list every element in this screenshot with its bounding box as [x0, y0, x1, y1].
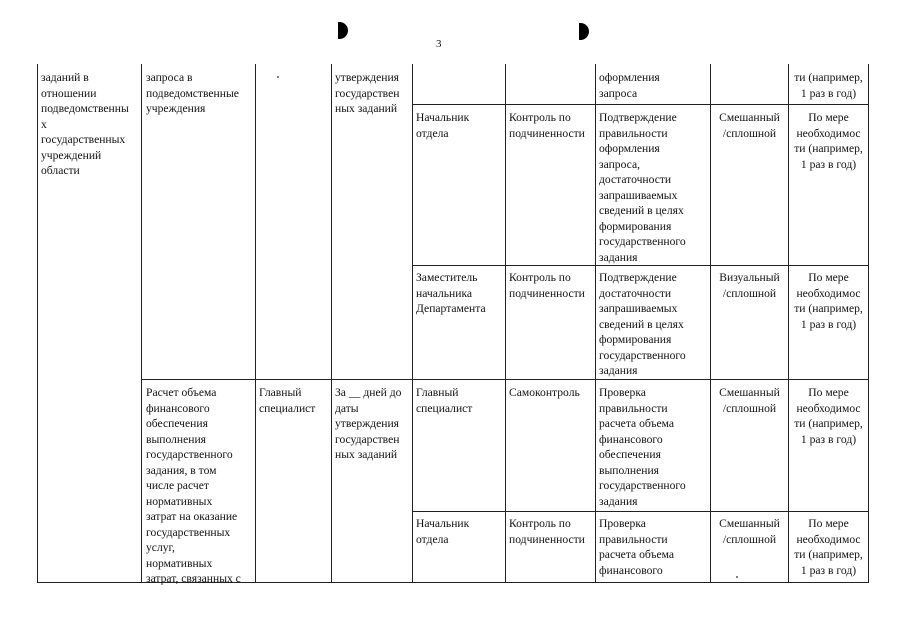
table-border — [141, 64, 142, 583]
controller-cell: Главный специалист — [416, 386, 473, 415]
row-divider — [412, 265, 869, 266]
control-description-cell: Проверка правильности расчета объема финансового обеспечения выполнения государственного задания — [599, 386, 686, 508]
periodicity-cell: По мере необходимос ти (например, 1 раз в год) — [794, 111, 863, 171]
row-divider — [141, 379, 869, 380]
table-border — [255, 64, 256, 583]
control-method-cell: Смешанный /сплошной — [719, 517, 780, 546]
deadline-cell: За __ дней до даты утверждения государствен ных заданий — [335, 386, 402, 461]
controller-cell: Начальник отдела — [416, 517, 470, 546]
control-method-cell: Смешанный /сплошной — [719, 386, 780, 415]
control-description-cell: Проверка правильности расчета объема финансового — [599, 517, 675, 577]
controller-cell: Начальник отдела — [416, 111, 470, 140]
operation-cell: запроса в подведомственные учреждения — [146, 71, 239, 115]
controller-cell: Заместитель начальника Департамента — [416, 271, 486, 315]
control-method-cell: Смешанный /сплошной — [719, 111, 780, 140]
periodicity-cell: По мере необходимос ти (например, 1 раз в год) — [794, 517, 863, 577]
stage-cell: заданий в отношении подведомственны х государственных учреждений области — [41, 71, 129, 177]
executor-cell: Главный специалист — [259, 386, 316, 415]
row-divider — [412, 511, 869, 512]
control-action-cell: Контроль по подчиненности — [509, 271, 585, 300]
table-border — [595, 64, 596, 583]
table-border — [37, 64, 38, 583]
page-number: 3 — [436, 38, 442, 50]
control-action-cell: Контроль по подчиненности — [509, 111, 585, 140]
table-border — [331, 64, 332, 583]
deadline-cell: утверждения государствен ных заданий — [335, 71, 400, 115]
table-border — [412, 64, 413, 583]
periodicity-cell: По мере необходимос ти (например, 1 раз в год) — [794, 271, 863, 331]
control-description-cell: Подтверждение правильности оформления запроса, достаточности запрашиваемых сведений в целях формирования государственного задания — [599, 111, 686, 264]
control-description-cell: оформления запроса — [599, 71, 660, 100]
control-action-cell: Контроль по подчиненности — [509, 517, 585, 546]
periodicity-cell: По мере необходимос ти (например, 1 раз в год) — [794, 386, 863, 446]
table-border — [868, 64, 869, 583]
control-description-cell: Подтверждение достаточности запрашиваемых сведений в целях формирования государственного задания — [599, 271, 686, 377]
scan-speck — [736, 576, 738, 578]
scan-speck — [277, 76, 279, 78]
control-method-cell: Визуальный /сплошной — [719, 271, 780, 300]
operation-cell: Расчет объема финансового обеспечения выполнения государственного задания, в том числе расчет нормативных затрат на оказание государственных услуг, нормативных затрат, связанных с — [146, 386, 241, 585]
table-border — [505, 64, 506, 583]
control-action-cell: Самоконтроль — [509, 386, 580, 399]
row-divider — [412, 104, 869, 105]
table-border — [710, 64, 711, 583]
periodicity-cell: ти (например, 1 раз в год) — [794, 71, 863, 100]
